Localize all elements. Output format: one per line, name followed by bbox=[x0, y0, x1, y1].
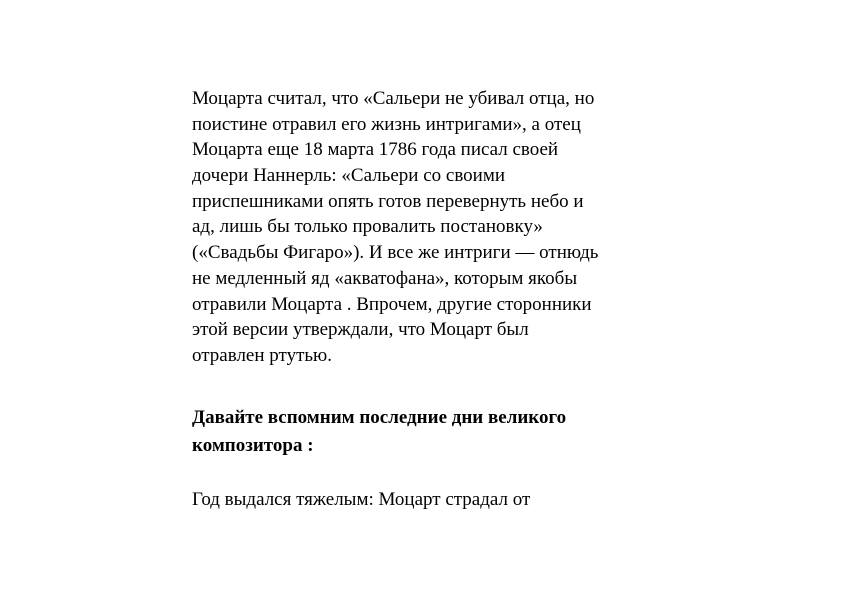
body-paragraph bbox=[192, 86, 672, 369]
paragraph-line: отравили Моцарта . Впрочем, другие сторонники bbox=[192, 293, 592, 315]
heading-line: Давайте вспомним последние дни великого bbox=[192, 407, 567, 428]
paragraph-line: Моцарта еще 18 марта 1786 года писал своей bbox=[192, 139, 559, 161]
paragraph-line: Год выдался тяжелым: Моцарт страдал от bbox=[192, 489, 531, 510]
paragraph-line: дочери Наннерль: «Сальери со своими bbox=[192, 165, 506, 187]
paragraph-line: Моцарта считал, что «Сальери не убивал отца, но bbox=[192, 88, 595, 109]
paragraph-line: приспешниками опять готов перевернуть небо и bbox=[192, 190, 584, 212]
paragraph-line: поистине отравил его жизнь интригами», а отец bbox=[192, 113, 581, 135]
paragraph-line: отравлен ртутью. bbox=[192, 344, 332, 366]
paragraph-line: не медленный яд «акватофана», которым якобы bbox=[192, 267, 578, 289]
heading-line: композитора : bbox=[192, 435, 314, 456]
paragraph-line: («Свадьбы Фигаро»). И все же интриги — отнюдь bbox=[192, 242, 599, 264]
section-heading bbox=[192, 404, 672, 460]
paragraph-line: ад, лишь бы только провалить постановку» bbox=[192, 216, 543, 238]
continuation-paragraph bbox=[192, 487, 672, 513]
paragraph-line: этой версии утверждали, что Моцарт был bbox=[192, 319, 529, 341]
